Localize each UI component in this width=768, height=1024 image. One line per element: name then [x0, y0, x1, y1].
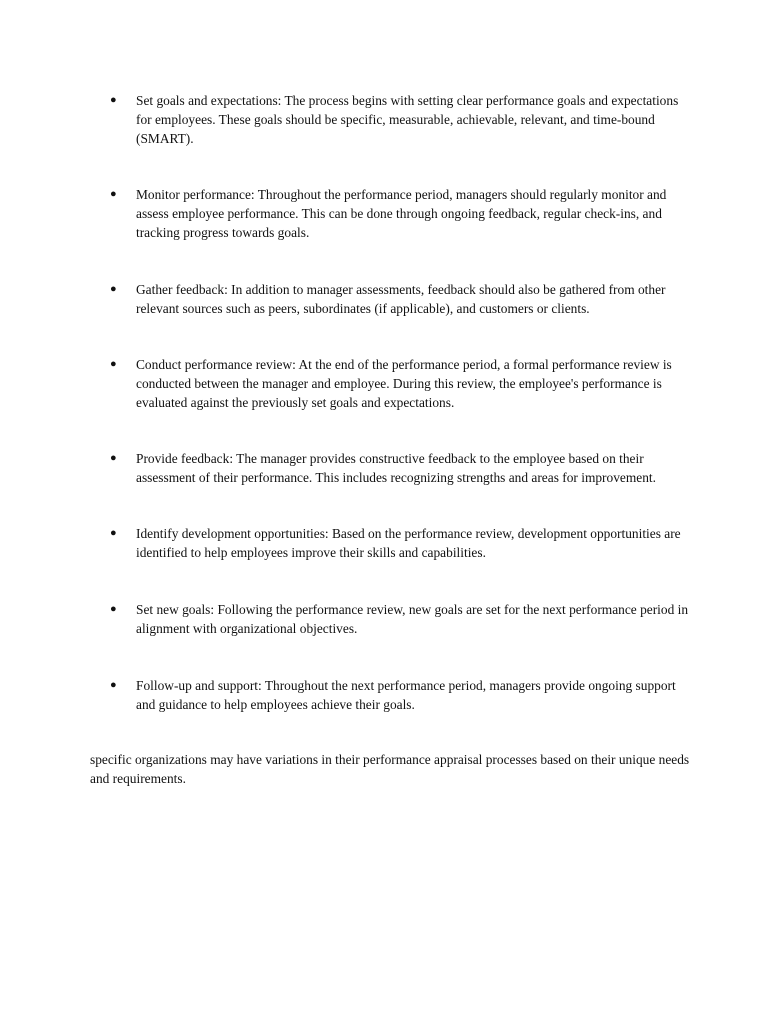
list-item-monitor-performance [110, 185, 690, 243]
list-item-text: Gather feedback: In addition to manager assessments, feedback should also be gathered from other relevant sources such as peers, subordinates (if applicable), and customers or clients. [136, 282, 666, 317]
bullet-icon: ● [110, 527, 117, 539]
bullet-icon: ● [110, 283, 117, 295]
list-item-text: Monitor performance: Throughout the performance period, managers should regularly monitor and assess employee performance. This can be done through ongoing feedback, regular check-ins, and tracking progress towards goals. [136, 187, 667, 241]
list-item-text: Provide feedback: The manager provides constructive feedback to the employee based on their assessment of their performance. This includes recognizing strengths and areas for improvement. [136, 451, 656, 486]
list-item-follow-up-support [110, 676, 690, 714]
list-item-set-goals [110, 91, 690, 149]
list-item-provide-feedback [110, 449, 690, 487]
list-item-text: Identify development opportunities: Based on the performance review, development opportunities are identified to help employees improve their skills and capabilities. [136, 526, 681, 561]
bullet-icon: ● [110, 603, 117, 615]
bullet-icon: ● [110, 679, 117, 691]
list-item-conduct-review [110, 355, 690, 413]
list-item-text: Conduct performance review: At the end of the performance period, a formal performance review is conducted between the manager and employee. During this review, the employee's performance is evaluated against the previously set goals and expectations. [136, 357, 672, 411]
list-item-set-new-goals [110, 600, 690, 638]
closing-paragraph: specific organizations may have variations in their performance appraisal processes based on their unique needs and requirements. [90, 752, 690, 787]
list-item-gather-feedback [110, 280, 690, 318]
bullet-icon: ● [110, 358, 117, 370]
list-item-text: Follow-up and support: Throughout the next performance period, managers provide ongoing support and guidance to help employees achieve their goals. [136, 678, 676, 713]
bullet-icon: ● [110, 452, 117, 464]
list-item-text: Set new goals: Following the performance review, new goals are set for the next performance period in alignment with organizational objectives. [136, 602, 689, 637]
bullet-icon: ● [110, 94, 117, 106]
list-item-development-opportunities [110, 524, 690, 562]
list-item-text: Set goals and expectations: The process begins with setting clear performance goals and expectations for employees. These goals should be specific, measurable, achievable, relevant, and time-bound (SMART). [136, 93, 679, 147]
bullet-icon: ● [110, 188, 117, 200]
